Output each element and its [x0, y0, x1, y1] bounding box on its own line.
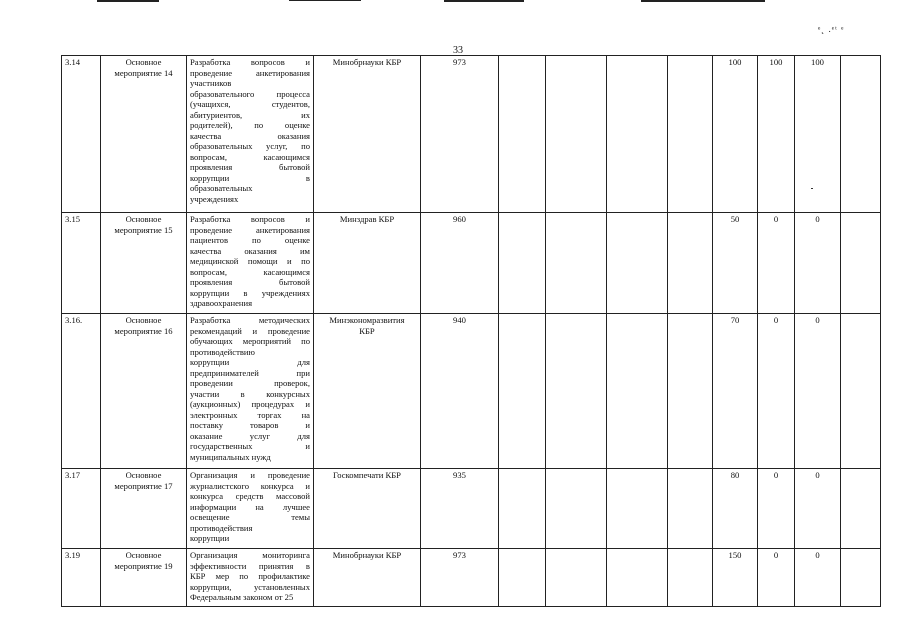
row-empty-cell — [668, 56, 713, 213]
description-line: проведение анкетирования — [190, 224, 310, 235]
row-value-1: 50 — [713, 213, 758, 314]
description-line: здравоохранения — [190, 298, 253, 308]
table-row — [62, 314, 881, 469]
row-executor — [314, 549, 421, 607]
description-line: коррупции в — [190, 172, 310, 183]
row-code: 940 — [421, 314, 499, 469]
description-line: образовательных — [190, 183, 253, 193]
row-empty-cell — [607, 56, 668, 213]
row-value-3: 0 — [795, 314, 841, 469]
event-name-line: мероприятие 14 — [114, 67, 173, 78]
row-code: 960 — [421, 213, 499, 314]
top-rule-4 — [641, 0, 765, 2]
description-line: участии в конкурсных — [190, 388, 310, 399]
row-empty-cell — [668, 549, 713, 607]
row-value-3: 0 — [795, 549, 841, 607]
description-line: образовательного процесса — [190, 88, 310, 99]
description-line: освещение темы — [190, 512, 310, 522]
description-line: поставку товаров и — [190, 420, 310, 430]
executor-line: Минобрнауки КБР — [332, 550, 402, 560]
event-name-line: мероприятие 19 — [114, 560, 173, 571]
row-value-1: 80 — [713, 469, 758, 549]
description-line: образовательных услуг, по — [190, 141, 310, 151]
executor-line: Минздрав КБР — [339, 214, 395, 224]
row-value-1: 100 — [713, 56, 758, 213]
row-description — [187, 314, 314, 469]
page-number: 33 — [453, 45, 463, 56]
row-code: 935 — [421, 469, 499, 549]
table-row — [62, 469, 881, 549]
description-line: абитуриентов, их — [190, 109, 310, 120]
description-line: Разработка вопросов и — [190, 214, 310, 224]
row-event-name — [101, 469, 187, 549]
event-name-line: Основное — [125, 550, 162, 560]
description-line: качества оказания им — [190, 245, 310, 256]
row-empty-cell — [607, 549, 668, 607]
description-line: коррупции — [190, 533, 230, 543]
row-value-2: 0 — [758, 469, 795, 549]
row-code: 973 — [421, 56, 499, 213]
row-empty-cell — [841, 549, 881, 607]
description-line: Разработка вопросов и — [190, 57, 310, 67]
description-line: Разработка методических — [190, 315, 310, 325]
description-line: противодействия — [190, 522, 253, 533]
description-line: участников — [190, 78, 232, 88]
corner-mark: ᵉ˛ .ᵉᵗ ᵉ — [818, 24, 845, 34]
description-line: (аукционных) процедурах и — [190, 399, 310, 409]
event-name-line: Основное — [125, 470, 162, 480]
description-line: Организация мониторинга — [190, 550, 310, 560]
row-empty-cell — [607, 213, 668, 314]
row-executor — [314, 213, 421, 314]
row-value-2: 0 — [758, 314, 795, 469]
description-line: коррупции, установленных — [190, 581, 310, 592]
row-number: 3.16. — [62, 314, 101, 469]
row-executor — [314, 56, 421, 213]
row-empty-cell — [499, 469, 546, 549]
top-rule-2 — [289, 0, 361, 1]
description-line: учреждениях — [190, 193, 239, 204]
description-line: коррупции для — [190, 357, 310, 367]
description-line: оказание услуг для — [190, 430, 310, 441]
executor-line: КБР — [359, 325, 375, 336]
table-row — [62, 213, 881, 314]
row-number: 3.14 — [62, 56, 101, 213]
row-description — [187, 56, 314, 213]
row-empty-cell — [841, 469, 881, 549]
row-empty-cell — [668, 213, 713, 314]
event-name-line: мероприятие 15 — [114, 224, 173, 235]
executor-line: Госкомпечати КБР — [333, 470, 401, 480]
row-empty-cell — [546, 314, 607, 469]
description-line: пациентов по оценке — [190, 235, 310, 245]
description-line: информации на лучшее — [190, 501, 310, 512]
row-value-2: 0 — [758, 549, 795, 607]
row-value-2: 0 — [758, 213, 795, 314]
row-empty-cell — [546, 549, 607, 607]
description-line: КБР мер по профилактике — [190, 571, 310, 581]
description-line: вопросам, касающимся — [190, 151, 310, 162]
row-event-name — [101, 213, 187, 314]
row-description — [187, 213, 314, 314]
top-rule-1 — [97, 0, 159, 2]
row-empty-cell — [499, 56, 546, 213]
event-name-line: Основное — [125, 315, 162, 325]
row-number: 3.19 — [62, 549, 101, 607]
description-line: (учащихся, студентов, — [190, 99, 310, 109]
row-event-name — [101, 314, 187, 469]
event-name-line: Основное — [125, 57, 162, 67]
table-body — [62, 56, 881, 607]
description-line: проведение анкетирования — [190, 67, 310, 78]
row-empty-cell — [668, 469, 713, 549]
row-empty-cell — [499, 213, 546, 314]
description-line: родителей), по оценке — [190, 120, 310, 130]
description-line: проведении проверок, — [190, 378, 310, 388]
description-line: государственных и — [190, 441, 310, 451]
row-event-name — [101, 56, 187, 213]
row-executor — [314, 469, 421, 549]
row-empty-cell — [499, 549, 546, 607]
row-empty-cell — [607, 314, 668, 469]
row-value-2: 100 — [758, 56, 795, 213]
row-empty-cell — [841, 56, 881, 213]
description-line: Федеральным законом от 25 — [190, 592, 294, 602]
row-event-name — [101, 549, 187, 607]
top-rule-3 — [444, 0, 524, 2]
description-line: обучающих мероприятий по — [190, 336, 310, 346]
row-empty-cell — [668, 314, 713, 469]
description-line: электронных торгах на — [190, 409, 310, 420]
table-row — [62, 56, 881, 213]
event-name-line: мероприятие 16 — [114, 325, 173, 336]
row-description — [187, 469, 314, 549]
row-empty-cell — [546, 469, 607, 549]
description-line: проявления бытовой — [190, 277, 310, 287]
description-line: конкурса средств массовой — [190, 491, 310, 501]
description-line: рекомендаций и проведение — [190, 325, 310, 336]
row-empty-cell — [546, 213, 607, 314]
description-line: проявления бытовой — [190, 162, 310, 172]
executor-line: Минэкономразвития — [329, 315, 405, 325]
description-line: Организация и проведение — [190, 470, 310, 480]
budget-table — [61, 55, 881, 607]
description-line: муниципальных нужд — [190, 451, 271, 462]
executor-line: Минобрнауки КБР — [332, 57, 402, 67]
row-empty-cell — [841, 213, 881, 314]
event-name-line: мероприятие 17 — [114, 480, 173, 491]
row-executor — [314, 314, 421, 469]
row-number: 3.15 — [62, 213, 101, 314]
row-value-3: 100 — [795, 56, 841, 213]
description-line: медицинской помощи и по — [190, 256, 310, 266]
description-line: журналистского конкурса и — [190, 480, 310, 491]
row-empty-cell — [499, 314, 546, 469]
description-line: коррупции в учреждениях — [190, 287, 310, 298]
table-row — [62, 549, 881, 607]
description-line: противодействию — [190, 346, 255, 357]
row-empty-cell — [546, 56, 607, 213]
event-name-line: Основное — [125, 214, 162, 224]
description-line: предпринимателей при — [190, 367, 310, 378]
description-line: вопросам, касающимся — [190, 266, 310, 277]
row-number: 3.17 — [62, 469, 101, 549]
row-code: 973 — [421, 549, 499, 607]
row-empty-cell — [607, 469, 668, 549]
row-value-1: 150 — [713, 549, 758, 607]
row-value-1: 70 — [713, 314, 758, 469]
row-value-3: 0 — [795, 469, 841, 549]
description-line: эффективности принятия в — [190, 560, 310, 571]
row-empty-cell — [841, 314, 881, 469]
row-description — [187, 549, 314, 607]
description-line: качества оказания — [190, 130, 310, 141]
row-value-3: 0 — [795, 213, 841, 314]
